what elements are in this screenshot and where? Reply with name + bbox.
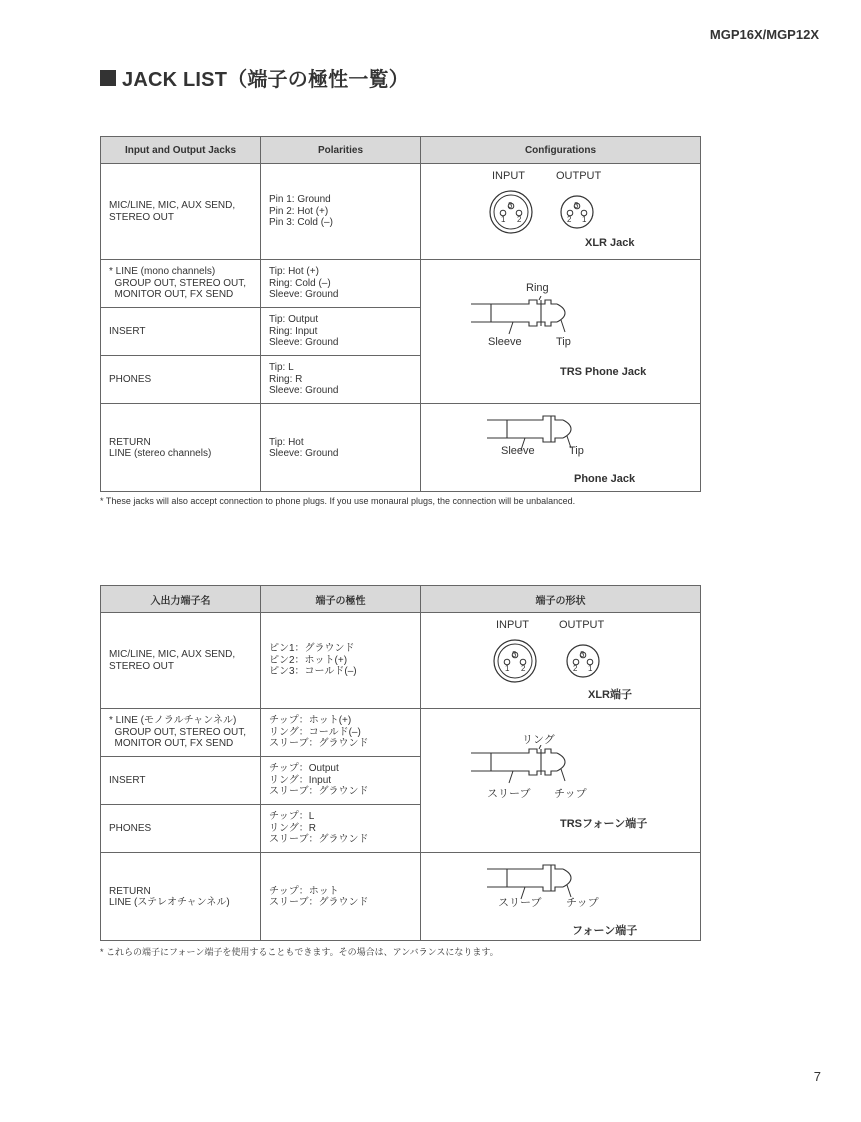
trs-tip-label: チップ (554, 788, 587, 800)
header-jacks: 入出力端子名 (101, 586, 261, 612)
xlr-pin-label: 3 (580, 650, 585, 659)
header-polarities: Polarities (261, 137, 421, 163)
xlr-output-label: OUTPUT (556, 170, 602, 182)
table-row: INSERT (109, 774, 146, 786)
xlr-pin-label: 1 (582, 215, 587, 224)
footnote-en: * These jacks will also accept connection to phone plugs. If you use monaural plugs, the connection will be unbalanced. (100, 496, 576, 506)
trs-sleeve-label: Sleeve (488, 336, 522, 348)
footnote-jp: * これらの端子にフォーン端子を使用することもできます。その場合は、アンバランスになります。 (100, 947, 499, 957)
xlr-caption: XLR Jack (585, 237, 635, 249)
xlr-connector-icon (485, 188, 605, 240)
phone-tip-label: チップ (566, 897, 599, 909)
phone-sleeve-label: Sleeve (501, 445, 535, 457)
phone-sleeve-label: スリーブ (498, 897, 542, 909)
page-title: JACK LIST（端子の極性一覧） (122, 69, 409, 91)
table-row: MIC/LINE, MIC, AUX SEND, STEREO OUT (109, 200, 236, 223)
xlr-connector-icon (489, 637, 609, 689)
xlr-pin-label: 3 (574, 201, 579, 210)
xlr-caption: XLR端子 (588, 689, 632, 701)
xlr-input-label: INPUT (492, 170, 525, 182)
trs-ring-label: リング (522, 734, 555, 746)
xlr-pin-label: 1 (505, 664, 510, 673)
trs-plug-icon (469, 745, 579, 787)
header-jacks: Input and Output Jacks (101, 137, 261, 163)
trs-sleeve-label: スリーブ (487, 788, 531, 800)
xlr-output-label: OUTPUT (559, 619, 605, 631)
xlr-pin-label: 2 (521, 664, 526, 673)
trs-ring-label: Ring (526, 282, 549, 294)
heading-square-icon (100, 70, 116, 86)
xlr-pin-label: 1 (501, 215, 506, 224)
xlr-pin-label: 2 (573, 664, 578, 673)
table-row: * LINE (mono channels) GROUP OUT, STEREO OUT, MONITOR OUT, FX SEND (109, 266, 247, 301)
xlr-pin-label: 3 (508, 201, 513, 210)
header-polarities: 端子の極性 (261, 586, 421, 612)
jack-table-jp: 入出力端子名 端子の極性 端子の形状 MIC/LINE, MIC, AUX SEND, STEREO OUT ピン1：グラウンド ピン2：ホット(+) ピン3：コールド(–) * LINE (モノラルチャンネル) GROUP OUT, STEREO OUT, MONITOR OUT, FX SEND チップ：ホット(+) リング：コールド(–) スリーブ：グラウンド INSERT チップ：Output リング：Input スリーブ：グラウンド PHONES チップ：L リング：R スリーブ：グラウンド RETURN LINE (ステレオチャンネル) チップ：ホット スリーブ：グラウンド INPUT OUTPUT 3 1 2 3 2 1 XLR端子 リング スリーブ チップ TRSフォーン端子 スリーブ チップ フォーン端子 (100, 585, 701, 941)
table-row: RETURN LINE (ステレオチャンネル) (109, 885, 230, 908)
trs-plug-icon (469, 296, 579, 338)
table-row: MIC/LINE, MIC, AUX SEND, STEREO OUT (109, 649, 236, 672)
header-configurations: 端子の形状 (535, 595, 586, 607)
phone-tip-label: Tip (569, 445, 584, 457)
table-header (101, 137, 700, 164)
trs-caption: TRSフォーン端子 (560, 818, 648, 830)
phone-caption: フォーン端子 (572, 925, 638, 937)
table-row: * LINE (モノラルチャンネル) GROUP OUT, STEREO OUT, MONITOR OUT, FX SEND (109, 715, 247, 750)
model-name: MGP16X/MGP12X (709, 27, 819, 42)
header-configurations: Configurations (524, 144, 597, 156)
xlr-pin-label: 2 (517, 215, 522, 224)
table-row: RETURN LINE (stereo channels) (109, 436, 212, 459)
table-row: PHONES (109, 373, 152, 385)
xlr-pin-label: 2 (567, 215, 572, 224)
trs-caption: TRS Phone Jack (560, 366, 647, 378)
jack-table-en: Input and Output Jacks Polarities Configurations MIC/LINE, MIC, AUX SEND, STEREO OUT Pin 1: Ground Pin 2: Hot (+) Pin 3: Cold (–) * LINE (mono channels) GROUP OUT, STEREO OUT, MONITOR OUT, FX SEND Tip: Hot (+) Ring: Cold (–) Sleeve: Ground INSERT Tip: Output Ring: Input Sleeve: Ground PHONES Tip: L Ring: R Sleeve: Ground RETURN LINE (stereo channels) Tip: Hot Sleeve: Ground INPUT OUTPUT 3 1 2 3 2 1 XLR Jack Ring Sleeve Tip TRS Phone Jack Sleeve Tip Phone Jack (100, 136, 701, 492)
xlr-pin-label: 1 (588, 664, 593, 673)
xlr-pin-label: 3 (512, 650, 517, 659)
table-row: INSERT (109, 325, 146, 337)
page-number: 7 (813, 1069, 821, 1084)
xlr-input-label: INPUT (496, 619, 529, 631)
table-header (101, 586, 700, 613)
phone-caption: Phone Jack (574, 473, 636, 485)
page-heading (100, 63, 409, 92)
table-row: PHONES (109, 822, 152, 834)
trs-tip-label: Tip (556, 336, 571, 348)
